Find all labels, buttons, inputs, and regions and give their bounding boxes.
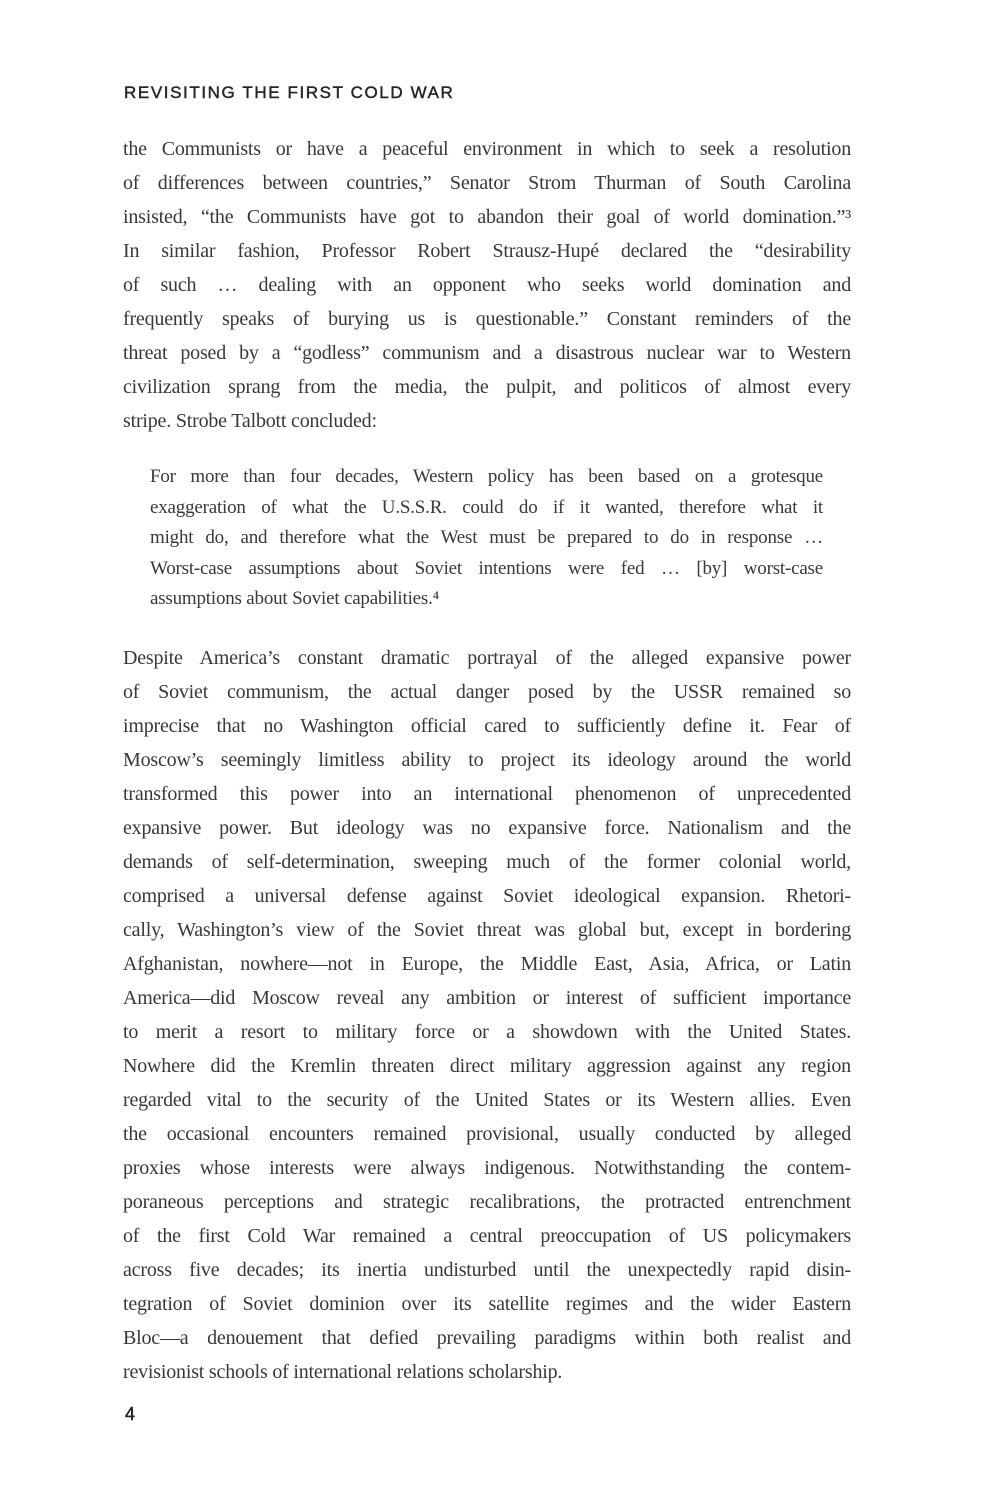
text-line: of Soviet communism, the actual danger posed by the USSR remained so (123, 681, 851, 703)
text-line: Afghanistan, nowhere—not in Europe, the Middle East, Asia, Africa, or Latin (123, 953, 851, 975)
running-header: REVISITING THE FIRST COLD WAR (124, 83, 455, 102)
text-line: to merit a resort to military force or a showdown with the United States. (123, 1021, 851, 1043)
text-line: tegration of Soviet dominion over its satellite regimes and the wider Eastern (123, 1293, 851, 1315)
text-line: Moscow’s seemingly limitless ability to project its ideology around the world (123, 749, 851, 771)
text-line: stripe. Strobe Talbott concluded: (123, 410, 377, 432)
text-line: Worst-case assumptions about Soviet intentions were fed … [by] worst-case (150, 557, 823, 579)
page-number: 4 (125, 1404, 136, 1424)
text-line: threat posed by a “godless” communism and a disastrous nuclear war to Western (123, 342, 851, 364)
text-line: the occasional encounters remained provisional, usually conducted by alleged (123, 1123, 851, 1145)
text-line: assumptions about Soviet capabilities.⁴ (150, 588, 440, 610)
text-line: Despite America’s constant dramatic portrayal of the alleged expansive power (123, 647, 851, 669)
body-paragraph (123, 641, 851, 1389)
blockquote-talbott (150, 462, 823, 615)
text-line: transformed this power into an international phenomenon of unprecedented (123, 783, 851, 805)
text-line: demands of self-determination, sweeping much of the former colonial world, (123, 851, 851, 873)
text-line: In similar fashion, Professor Robert Strausz-Hupé declared the “desirability (123, 240, 851, 262)
text-line: of differences between countries,” Senator Strom Thurman of South Carolina (123, 172, 851, 194)
text-line: America—did Moscow reveal any ambition or interest of sufficient importance (123, 987, 851, 1009)
text-line: For more than four decades, Western policy has been based on a grotesque (150, 466, 823, 487)
text-line: insisted, “the Communists have got to abandon their goal of world domination.”³ (123, 206, 851, 228)
text-line: revisionist schools of international relations scholarship. (123, 1361, 563, 1383)
text-line: exaggeration of what the U.S.S.R. could do if it wanted, therefore what it (150, 496, 823, 518)
text-line: across five decades; its inertia undisturbed until the unexpectedly rapid disin- (123, 1259, 851, 1281)
text-line: Nowhere did the Kremlin threaten direct military aggression against any region (123, 1055, 851, 1077)
text-line: frequently speaks of burying us is questionable.” Constant reminders of the (123, 308, 851, 330)
text-line: expansive power. But ideology was no expansive force. Nationalism and the (123, 817, 851, 839)
text-line: of the first Cold War remained a central preoccupation of US policymakers (123, 1225, 851, 1247)
text-line: the Communists or have a peaceful environment in which to seek a resolution (123, 138, 851, 160)
text-line: comprised a universal defense against Soviet ideological expansion. Rhetori- (123, 885, 851, 907)
text-line: regarded vital to the security of the United States or its Western allies. Even (123, 1089, 851, 1111)
text-line: might do, and therefore what the West must be prepared to do in response … (150, 527, 823, 549)
text-line: cally, Washington’s view of the Soviet threat was global but, except in bordering (123, 919, 851, 941)
text-line: proxies whose interests were always indigenous. Notwithstanding the contem- (123, 1157, 851, 1179)
text-line: of such … dealing with an opponent who seeks world domination and (123, 274, 851, 296)
body-paragraph-continuation (123, 132, 851, 438)
text-line: Bloc—a denouement that defied prevailing paradigms within both realist and (123, 1327, 851, 1349)
text-line: imprecise that no Washington official cared to sufficiently define it. Fear of (123, 715, 851, 737)
text-line: civilization sprang from the media, the pulpit, and politicos of almost every (123, 376, 851, 398)
text-line: poraneous perceptions and strategic recalibrations, the protracted entrenchment (123, 1191, 851, 1213)
